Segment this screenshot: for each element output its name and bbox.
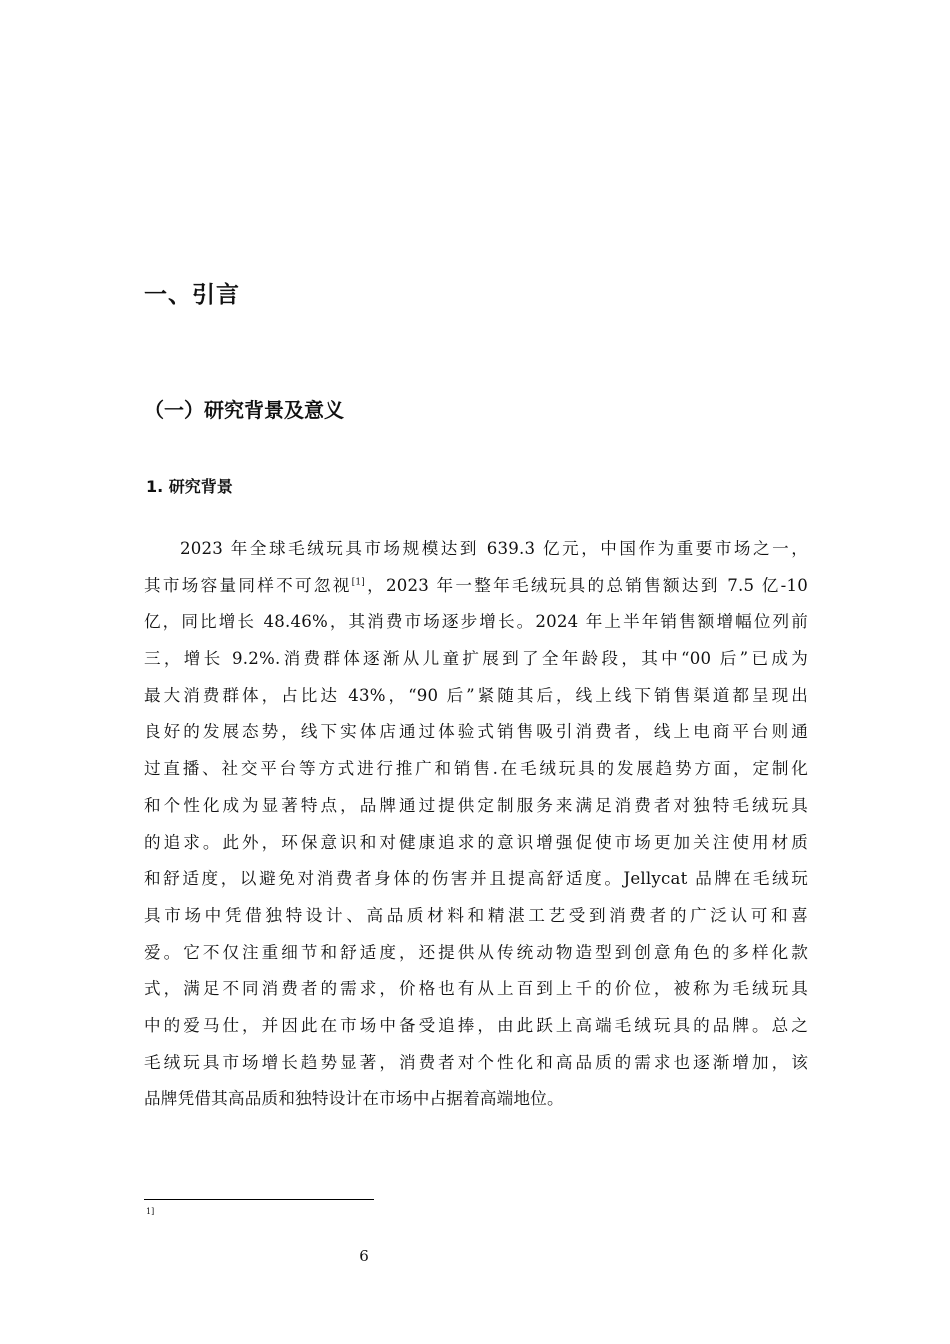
section-heading: 一、引言 (144, 282, 240, 308)
paragraph-line: 过直播、社交平台等方式进行推广和销售.在毛绒玩具的发展趋势方面，定制化 (144, 759, 808, 779)
paragraph-line: 中的爱马仕，并因此在市场中备受追捧，由此跃上高端毛绒玩具的品牌。总之 (144, 1015, 808, 1035)
paragraph-line: 式，满足不同消费者的需求，价格也有从上百到上千的价位，被称为毛绒玩具 (144, 979, 808, 999)
line-text: ，2023 年一整年毛绒玩具的总销售额达到 7.5 亿-10 (365, 575, 808, 595)
page-number: 6 (359, 1247, 369, 1265)
paragraph-line: 三，增长 9.2%.消费群体逐渐从儿童扩展到了全年龄段，其中“00 后”已成为 (144, 649, 808, 669)
footnote: 1] (146, 1207, 155, 1216)
subsubsection-heading: 1. 研究背景 (146, 477, 233, 496)
paragraph-line: 和舒适度，以避免对消费者身体的伤害并且提高舒适度。Jellycat 品牌在毛绒玩 (144, 869, 808, 889)
subsection-heading: （一）研究背景及意义 (144, 398, 344, 422)
footnote-separator (144, 1199, 374, 1200)
paragraph-line (144, 568, 808, 605)
paragraph-line: 品牌凭借其高品质和独特设计在市场中占据着高端地位。 (144, 1089, 564, 1109)
paragraph-line: 最大消费群体，占比达 43%，“90 后”紧随其后，线上线下销售渠道都呈现出 (144, 685, 808, 705)
paragraph-line: 良好的发展态势，线下实体店通过体验式销售吸引消费者，线上电商平台则通 (144, 722, 808, 742)
paragraph-line: 2023 年全球毛绒玩具市场规模达到 639.3 亿元，中国作为重要市场之一， (180, 539, 808, 558)
body-paragraph (144, 531, 808, 1118)
paragraph-line: 的追求。此外，环保意识和对健康追求的意识增强促使市场更加关注使用材质 (144, 832, 808, 852)
paragraph-line: 具市场中凭借独特设计、高品质材料和精湛工艺受到消费者的广泛认可和喜 (144, 905, 808, 925)
paragraph-line: 亿，同比增长 48.46%，其消费市场逐步增长。2024 年上半年销售额增幅位列前 (144, 612, 808, 632)
paragraph-line: 和个性化成为显著特点，品牌通过提供定制服务来满足消费者对独特毛绒玩具 (144, 795, 808, 815)
paragraph-line: 毛绒玩具市场增长趋势显著，消费者对个性化和高品质的需求也逐渐增加，该 (144, 1052, 808, 1072)
citation-marker[interactable]: [1] (351, 577, 365, 588)
paragraph-line: 爱。它不仅注重细节和舒适度，还提供从传统动物造型到创意角色的多样化款 (144, 942, 808, 962)
line-text: 其市场容量同样不可忽视 (144, 575, 352, 595)
